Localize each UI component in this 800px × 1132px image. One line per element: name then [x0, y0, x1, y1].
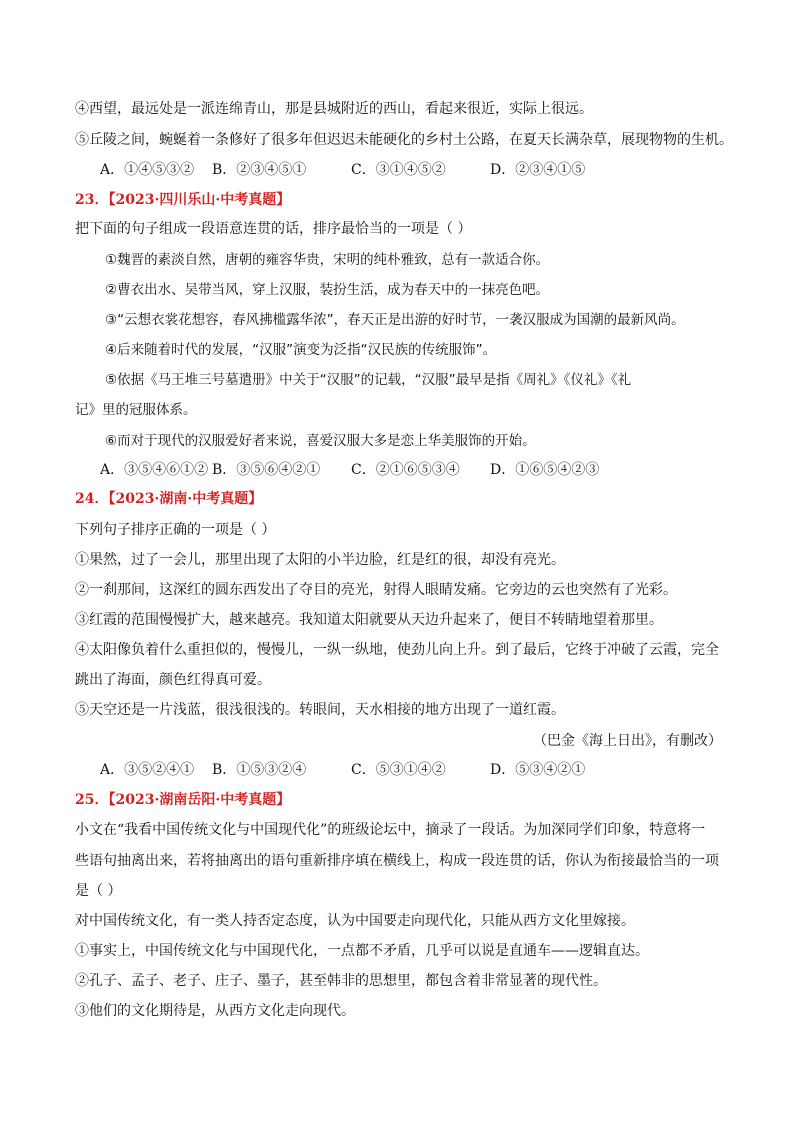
q24-source: （巴金《海上日出》，有删改） [533, 733, 722, 749]
q22-sentence-4: ④西望，最远处是一派连绵青山，那是县城附近的西山，看起来很近，实际上很远。 [75, 101, 593, 117]
q23-sentence-3: ③“云想衣裳花想容，春风拂槛露华浓”，春天正是出游的好时节，一袭汉服成为国潮的最新风尚。 [105, 312, 685, 328]
q24-prompt [75, 520, 740, 540]
q23-options [100, 460, 740, 480]
q23-sentence-5a: ⑤依据《马王堆三号墓遣册》中关于“汉服”的记载，“汉服”最早是指《周礼》《仪礼》《礼 [105, 372, 632, 388]
q25-lead-sentence: 对中国传统文化，有一类人持否定态度，认为中国要走向现代化，只能从西方文化里嫁接。 [75, 913, 635, 929]
q24-option-b[interactable]: B．①⑤③②④ [212, 762, 307, 778]
q23-header: 23．【2023·四川乐山·中考真题】 [75, 192, 291, 208]
q25-sentence-3: ③他们的文化期待是，从西方文化走向现代。 [75, 1003, 355, 1019]
q22-option-a[interactable]: A．①④⑤③② [100, 162, 195, 178]
q23-sentence-4: ④后来随着时代的发展，“汉服”演变为泛指“汉民族的传统服饰”。 [105, 342, 497, 358]
q22-option-d[interactable]: D．②③④①⑤ [490, 162, 586, 178]
q23-sentence-1: ①魏晋的素淡自然，唐朝的雍容华贵，宋明的纯朴雅致，总有一款适合你。 [105, 252, 550, 268]
q24-option-d[interactable]: D．⑤③④②① [490, 762, 586, 778]
q24-sentence-4b: 跳出了海面，颜色红得真可爱。 [75, 672, 271, 688]
q23-prompt: 把下面的句子组成一段语意连贯的话，排序最恰当的一项是（ ） [75, 221, 472, 237]
q24-prompt-emphasis-1: 正 [159, 522, 173, 538]
q25-header: 25．【2023·湖南岳阳·中考真题】 [75, 792, 291, 808]
q25-sentence-1: ①事实上，中国传统文化与中国现代化，一点都不矛盾，几乎可以说是直通车——逻辑直达。 [75, 943, 649, 959]
q22-options [100, 160, 740, 180]
q24-option-a[interactable]: A．③⑤②④① [100, 762, 195, 778]
q22-sentence-5: ⑤丘陵之间，蜿蜒着一条修好了很多年但迟迟未能硬化的乡村土公路，在夏天长满杂草，展现物物的生机。 [75, 132, 733, 148]
q24-sentence-3: ③红霞的范围慢慢扩大，越来越亮。我知道太阳就要从天边升起来了，便目不转睛地望着那里。 [75, 612, 663, 628]
q23-option-b[interactable]: B．③⑤⑥④②① [212, 462, 321, 478]
q22-option-c[interactable]: C．③①④⑤② [351, 162, 446, 178]
q24-prompt-post: 的一项是（ ） [187, 522, 276, 538]
q23-sentence-2: ②曹衣出水、吴带当风，穿上汉服，装扮生活，成为春天中的一抹亮色吧。 [105, 282, 550, 298]
q24-options [100, 760, 740, 780]
q24-sentence-1: ①果然，过了一会儿，那里出现了太阳的小半边脸，红是红的很，却没有亮光。 [75, 552, 565, 568]
q25-prompt-line-2: 些语句抽离出来，若将抽离出的语句重新排序填在横线上，构成一段连贯的话，你认为衔接最恰当的一项 [75, 853, 719, 869]
q24-option-c[interactable]: C．⑤③①④② [351, 762, 446, 778]
q22-option-b[interactable]: B．②③④⑤① [212, 162, 307, 178]
q23-option-d[interactable]: D．①⑥⑤④②③ [490, 462, 600, 478]
q25-prompt-line-1: 小文在“我看中国传统文化与中国现代化”的班级论坛中，摘录了一段话。为加深同学们印象，特意将一 [75, 822, 706, 838]
q23-sentence-6: ⑥而对于现代的汉服爱好者来说，喜爱汉服大多是恋上华美服饰的开始。 [105, 433, 536, 449]
q24-prompt-emphasis-2: 确 [173, 522, 187, 538]
q25-prompt-line-3: 是（ ） [75, 883, 122, 899]
q24-sentence-4a: ④太阳像负着什么重担似的，慢慢儿，一纵一纵地，使劲儿向上升。到了最后，它终于冲破了云霞，完全 [75, 642, 719, 658]
q23-sentence-5b: 记》里的冠服体系。 [75, 402, 197, 418]
q24-sentence-5: ⑤天空还是一片浅蓝，很浅很浅的。转眼间，天水相接的地方出现了一道红霞。 [75, 702, 565, 718]
q24-prompt-pre: 下列句子排序 [75, 522, 159, 538]
q25-sentence-2: ②孔子、孟子、老子、庄子、墨子，甚至韩非的思想里，都包含着非常显著的现代性。 [75, 973, 607, 989]
q23-option-a[interactable]: A．③⑤④⑥①② [100, 462, 209, 478]
q24-header: 24．【2023·湖南·中考真题】 [75, 491, 263, 507]
q23-option-c[interactable]: C．②①⑥⑤③④ [351, 462, 460, 478]
q24-sentence-2: ②一刹那间，这深红的圆东西发出了夺目的亮光，射得人眼睛发痛。它旁边的云也突然有了光彩。 [75, 582, 677, 598]
